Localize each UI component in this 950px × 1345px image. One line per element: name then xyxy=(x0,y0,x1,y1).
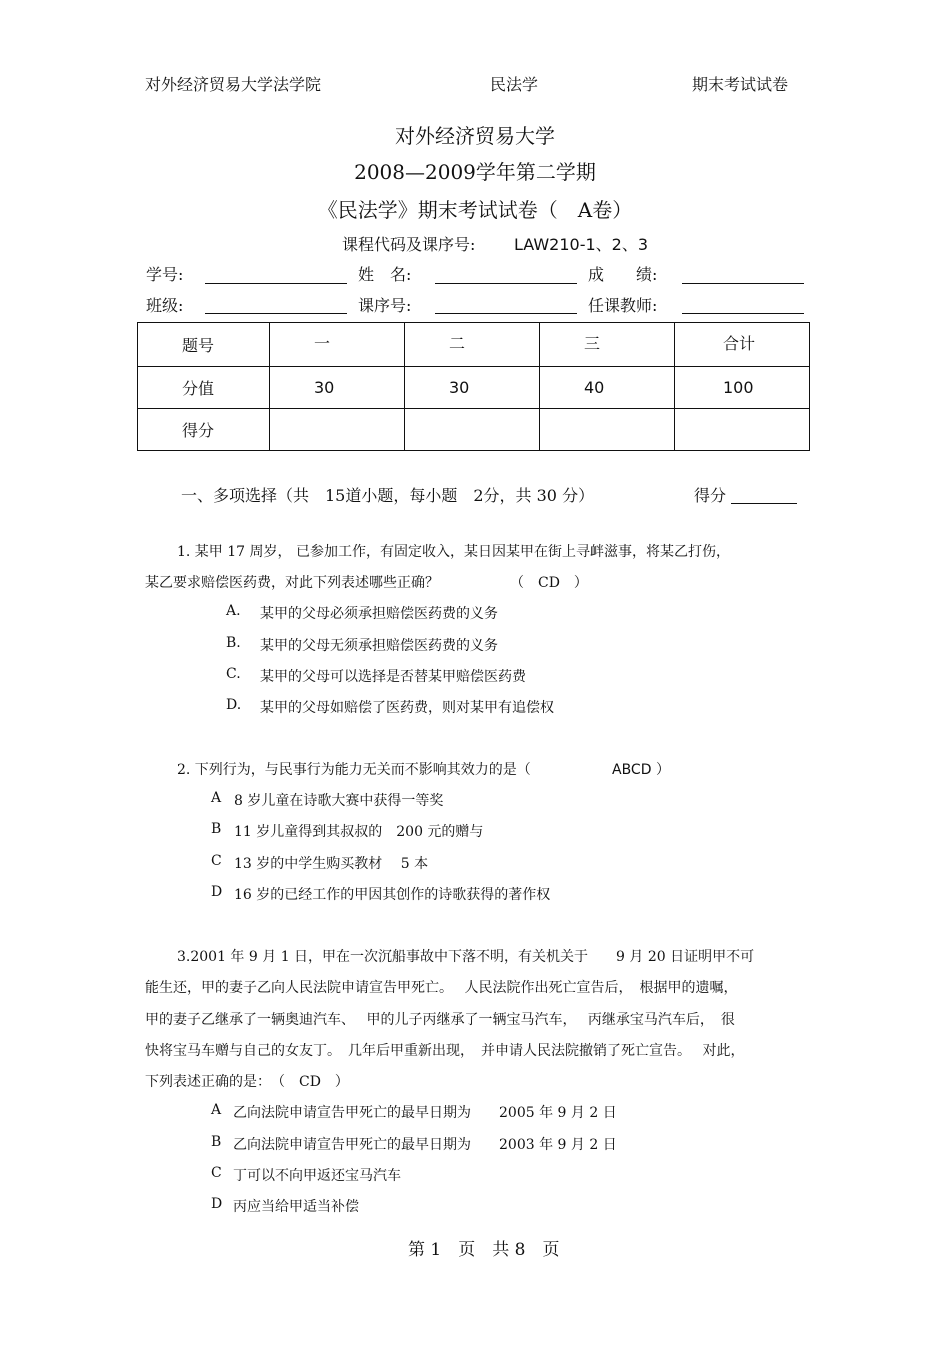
header-course: 民法学 xyxy=(490,75,539,94)
grade-field[interactable] xyxy=(682,283,804,284)
q3-option-key: C xyxy=(211,1165,222,1181)
table-cell: 得分 xyxy=(138,409,270,451)
table-cell: 二 xyxy=(405,323,540,367)
score-table-row xyxy=(138,409,810,451)
q1-option-key: A. xyxy=(226,603,241,619)
table-cell: 一 xyxy=(270,323,405,367)
section1-score-field[interactable] xyxy=(731,503,797,504)
score-table-row xyxy=(138,367,810,409)
q1-answer: （ CD ） xyxy=(510,575,588,591)
q1-option-key: D. xyxy=(226,697,242,713)
q1-option-text: 某甲的父母必须承担赔偿医药费的义务 xyxy=(260,606,498,622)
score-input-cell[interactable] xyxy=(405,409,540,451)
q1-option-text: 某甲的父母可以选择是否替某甲赔偿医药费 xyxy=(260,669,526,685)
name-label: 姓 名: xyxy=(358,265,412,284)
q2-answer: ABCD ） xyxy=(612,762,670,778)
q3-stem-line: 能生还，甲的妻子乙向人民法院申请宣告甲死亡。 人民法院作出死亡宣告后， 根据甲的遗嘱， xyxy=(145,980,738,996)
q1-stem-line1: 1. 某甲 17 周岁， 已参加工作，有固定收入，某日因某甲在街上寻衅滋事，将某乙打伤， xyxy=(177,544,730,560)
q2-stem: 2. 下列行为，与民事行为能力无关而不影响其效力的是（ xyxy=(177,762,531,778)
teacher-field[interactable] xyxy=(682,313,804,314)
q3-option-text: 乙向法院申请宣告甲死亡的最早日期为 2003 年 9 月 2 日 xyxy=(233,1137,617,1153)
q3-option-text: 丁可以不向甲返还宝马汽车 xyxy=(233,1168,401,1184)
q2-option-key: C xyxy=(211,853,222,869)
class-field[interactable] xyxy=(205,313,347,314)
score-input-cell[interactable] xyxy=(270,409,405,451)
header-exam: 期末考试试卷 xyxy=(692,75,789,94)
q3-option-text: 乙向法院申请宣告甲死亡的最早日期为 2005 年 9 月 2 日 xyxy=(233,1105,617,1121)
q2-option-key: A xyxy=(211,790,222,806)
q3-stem-line: 快将宝马车赠与自己的女友丁。 几年后甲重新出现， 并申请人民法院撤销了死亡宣告。 对此， xyxy=(145,1043,745,1059)
table-cell: 题号 xyxy=(138,323,270,367)
section1-score-label: 得分 xyxy=(694,486,727,505)
q1-option-key: C. xyxy=(226,666,241,682)
student-id-label: 学号: xyxy=(146,265,184,284)
table-cell: 合计 xyxy=(675,323,810,367)
q2-option-text: 11 岁儿童得到其叔叔的 200 元的赠与 xyxy=(234,824,484,840)
title-exam-paper: 《民法学》期末考试试卷（ A卷） xyxy=(317,198,633,222)
course-code-label: 课程代码及课序号: xyxy=(342,235,476,254)
q2-option-text: 8 岁儿童在诗歌大赛中获得一等奖 xyxy=(234,793,444,809)
header-school: 对外经济贸易大学法学院 xyxy=(145,75,322,94)
title-university: 对外经济贸易大学 xyxy=(395,124,555,148)
grade-label: 成 绩: xyxy=(588,265,658,284)
table-cell: 100 xyxy=(675,367,810,409)
q2-option-key: D xyxy=(211,884,223,900)
score-input-cell[interactable] xyxy=(540,409,675,451)
q1-option-text: 某甲的父母如赔偿了医药费，则对某甲有追偿权 xyxy=(260,700,554,716)
q3-option-key: B xyxy=(211,1134,222,1150)
course-no-field[interactable] xyxy=(435,313,577,314)
q2-option-text: 13 岁的中学生购买教材 5 本 xyxy=(234,856,429,872)
q3-stem-line: 下列表述正确的是： （ CD ） xyxy=(145,1074,349,1090)
section1-heading: 一、多项选择（共 15道小题，每小题 2分，共 30 分） xyxy=(181,486,595,505)
q3-stem-line: 3.2001 年 9 月 1 日，甲在一次沉船事故中下落不明，有关机关于 9 月 20 日证明甲不可 xyxy=(177,949,755,965)
course-code-value: LAW210-1、2、3 xyxy=(514,235,649,254)
q3-stem-line: 甲的妻子乙继承了一辆奥迪汽车、 甲的儿子丙继承了一辆宝马汽车， 丙继承宝马汽车后， 很 xyxy=(145,1012,735,1028)
table-cell: 40 xyxy=(540,367,675,409)
q2-option-text: 16 岁的已经工作的甲因其创作的诗歌获得的著作权 xyxy=(234,887,551,903)
q3-option-key: D xyxy=(211,1196,223,1212)
score-table-row xyxy=(138,323,810,367)
name-field[interactable] xyxy=(435,283,577,284)
q3-option-text: 丙应当给甲适当补偿 xyxy=(233,1199,359,1215)
score-input-cell[interactable] xyxy=(675,409,810,451)
q3-option-key: A xyxy=(211,1102,222,1118)
class-label: 班级: xyxy=(146,296,184,315)
title-semester: 2008—2009学年第二学期 xyxy=(354,160,596,184)
table-cell: 30 xyxy=(270,367,405,409)
q2-option-key: B xyxy=(211,821,222,837)
table-cell: 分值 xyxy=(138,367,270,409)
q1-option-key: B. xyxy=(226,635,241,651)
page-number: 第 1 页 共 8 页 xyxy=(408,1240,560,1260)
teacher-label: 任课教师: xyxy=(588,296,658,315)
q1-stem-line2: 某乙要求赔偿医药费，对此下列表述哪些正确？ xyxy=(145,575,439,591)
score-table xyxy=(137,322,810,451)
q1-option-text: 某甲的父母无须承担赔偿医药费的义务 xyxy=(260,638,498,654)
table-cell: 三 xyxy=(540,323,675,367)
table-cell: 30 xyxy=(405,367,540,409)
course-no-label: 课序号: xyxy=(358,296,412,315)
student-id-field[interactable] xyxy=(205,283,347,284)
